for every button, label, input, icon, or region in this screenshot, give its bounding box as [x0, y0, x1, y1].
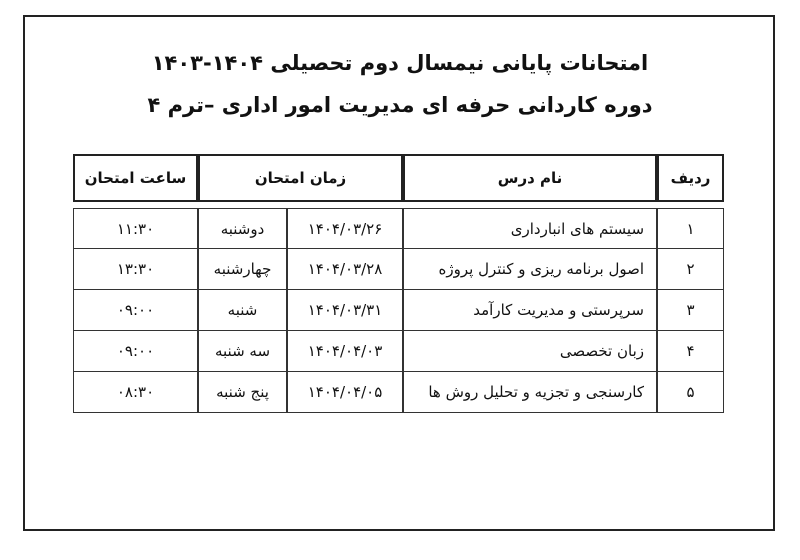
exam-time: ۰۹:۰۰ [73, 290, 198, 331]
exam-weekday: دوشنبه [198, 208, 287, 249]
table-row [73, 372, 724, 413]
table-body [73, 154, 724, 413]
table-row [73, 249, 724, 290]
exam-date: ۱۴۰۴/۰۴/۰۵ [287, 372, 403, 413]
row-number: ۳ [657, 290, 724, 331]
course-name: اصول برنامه ریزی و کنترل پروژه [403, 249, 657, 290]
exam-time: ۰۸:۳۰ [73, 372, 198, 413]
page-subtitle: دوره کاردانی حرفه ای مدیریت امور اداری –ترم ۴ [147, 93, 653, 117]
exam-weekday: شنبه [198, 290, 287, 331]
course-name: زبان تخصصی [403, 331, 657, 372]
course-name: کارسنجی و تجزیه و تحلیل روش ها [403, 372, 657, 413]
exam-date: ۱۴۰۴/۰۳/۲۸ [287, 249, 403, 290]
exam-date: ۱۴۰۴/۰۳/۲۶ [287, 208, 403, 249]
row-number: ۱ [657, 208, 724, 249]
table-row [73, 290, 724, 331]
header-exam-date: زمان امتحان [198, 154, 403, 202]
table-header-row [73, 154, 724, 202]
exam-schedule-table [73, 154, 724, 413]
row-number: ۴ [657, 331, 724, 372]
page-title: امتحانات پایانی نیمسال دوم تحصیلی ۱۴۰۴-۱۴۰۳ [151, 51, 649, 75]
exam-time: ۰۹:۰۰ [73, 331, 198, 372]
header-exam-time: ساعت امتحان [73, 154, 198, 202]
header-row-number: ردیف [657, 154, 724, 202]
course-name: سیستم های انبارداری [403, 208, 657, 249]
exam-time: ۱۳:۳۰ [73, 249, 198, 290]
exam-date: ۱۴۰۴/۰۳/۳۱ [287, 290, 403, 331]
exam-weekday: پنج شنبه [198, 372, 287, 413]
table-row [73, 208, 724, 249]
row-number: ۵ [657, 372, 724, 413]
exam-date: ۱۴۰۴/۰۴/۰۳ [287, 331, 403, 372]
course-name: سرپرستی و مدیریت کارآمد [403, 290, 657, 331]
table-row [73, 331, 724, 372]
exam-time: ۱۱:۳۰ [73, 208, 198, 249]
exam-weekday: سه شنبه [198, 331, 287, 372]
exam-weekday: چهارشنبه [198, 249, 287, 290]
header-course-name: نام درس [403, 154, 657, 202]
row-number: ۲ [657, 249, 724, 290]
